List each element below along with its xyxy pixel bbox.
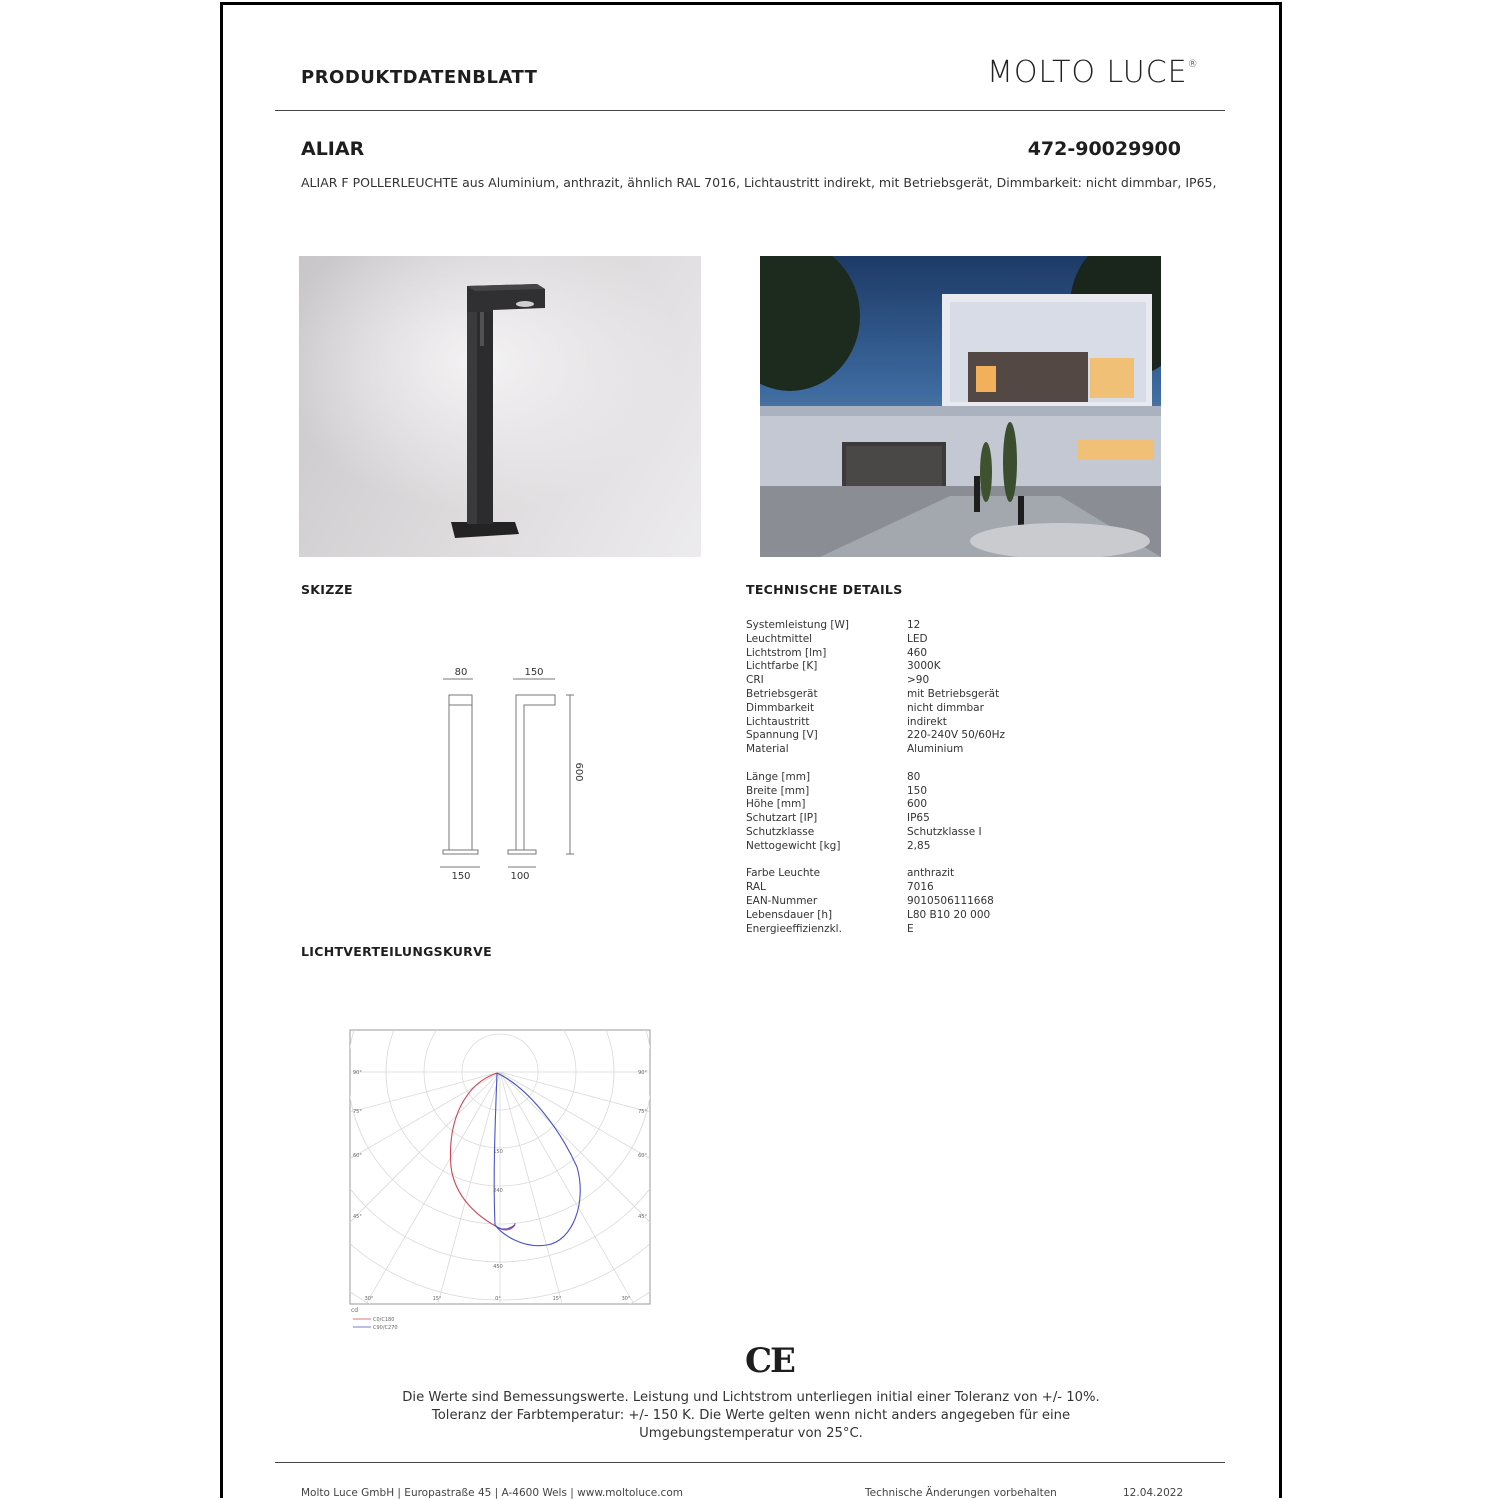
tech-row <box>746 881 1107 895</box>
tech-value: anthrazit <box>907 867 955 880</box>
tech-row <box>746 826 1107 840</box>
ldc-angle-label-right: 90° <box>638 1070 647 1076</box>
tech-value: LED <box>907 632 928 645</box>
tech-key: EAN-Nummer <box>746 894 818 907</box>
dim-label-side-width: 150 <box>524 667 544 678</box>
tech-row <box>746 895 1107 909</box>
tech-group-gap <box>746 757 1107 771</box>
ldc-bottom-label: 30° <box>621 1296 631 1302</box>
side-view-body <box>516 695 555 850</box>
tech-key: Lebensdauer [h] <box>746 908 833 921</box>
ldc-legend-c90: C90/C270 <box>373 1325 398 1331</box>
ldc-bottom-label: 30° <box>364 1296 374 1302</box>
ldc-radial-label: 240 <box>493 1188 503 1194</box>
tech-key: Lichtfarbe [K] <box>746 660 818 673</box>
tech-value: 220-240V 50/60Hz <box>907 729 1006 742</box>
registered-mark: ® <box>1187 59 1199 70</box>
section-heading-ldc: LICHTVERTEILUNGSKURVE <box>301 944 492 959</box>
front-view-body <box>449 695 472 850</box>
tech-key: Schutzart [IP] <box>746 812 818 825</box>
tech-value: mit Betriebsgerät <box>907 687 1000 700</box>
tech-value: IP65 <box>907 812 930 825</box>
tech-row <box>746 840 1107 854</box>
tech-row <box>746 702 1107 716</box>
tech-row <box>746 674 1107 688</box>
ldc-angle-label-left: 60° <box>353 1153 362 1159</box>
dimension-sketch <box>423 660 603 890</box>
footer-company: Molto Luce GmbH | Europastraße 45 | A-4600 Wels | www.moltoluce.com <box>301 1487 683 1499</box>
tech-row <box>746 771 1107 785</box>
ambient-photo <box>760 256 1161 557</box>
side-view-base <box>508 850 536 854</box>
tech-row <box>746 716 1107 730</box>
tolerance-note <box>223 1389 1279 1443</box>
tech-key: Lichtaustritt <box>746 715 810 728</box>
section-heading-tech: TECHNISCHE DETAILS <box>746 582 903 597</box>
ce-mark: CE <box>745 1341 794 1381</box>
document-title: PRODUKTDATENBLATT <box>301 67 538 88</box>
tech-key: Nettogewicht [kg] <box>746 839 841 852</box>
product-description: ALIAR F POLLERLEUCHTE aus Aluminium, anthrazit, ähnlich RAL 7016, Lichtaustritt indirekt, mit Betriebsgerät, Dimmbarkeit: nicht dimmbar, IP65, <box>301 175 1217 190</box>
light-distribution-chart <box>347 1027 657 1335</box>
tech-group-gap <box>746 854 1107 868</box>
datasheet-page <box>220 2 1282 1498</box>
dim-label-height: 600 <box>573 762 584 782</box>
tech-value: indirekt <box>907 715 947 728</box>
tech-row <box>746 619 1107 633</box>
ldc-unit-label: cd <box>351 1307 359 1314</box>
tech-key: Leuchtmittel <box>746 632 813 645</box>
header-divider <box>275 110 1225 111</box>
note-line: Die Werte sind Bemessungswerte. Leistung und Lichtstrom unterliegen initial einer Toleranz von +/- 10%. <box>402 1390 1100 1405</box>
tech-row <box>746 688 1107 702</box>
tech-value: 460 <box>907 646 928 659</box>
ldc-radial-label: 150 <box>493 1149 503 1155</box>
tech-value: 3000K <box>907 660 941 673</box>
tech-key: Höhe [mm] <box>746 798 806 811</box>
tech-key: Lichtstrom [lm] <box>746 646 827 659</box>
dim-label-front-base: 150 <box>451 871 471 882</box>
tech-key: Schutzklasse <box>746 825 815 838</box>
dim-label-side-base: 100 <box>510 871 530 882</box>
tech-row <box>746 812 1107 826</box>
tech-value: 2,85 <box>907 839 931 852</box>
tech-key: Material <box>746 743 789 756</box>
tech-key: Energieeffizienzkl. <box>746 922 842 935</box>
ldc-bottom-label: 15° <box>552 1296 562 1302</box>
brand-logo <box>987 55 1199 90</box>
dim-label-front-width: 80 <box>454 667 468 678</box>
tech-row <box>746 909 1107 923</box>
tech-row <box>746 660 1107 674</box>
ldc-angle-label-right: 60° <box>638 1153 647 1159</box>
house-night-illustration <box>760 256 1161 557</box>
tech-row <box>746 785 1107 799</box>
footer-date: 12.04.2022 <box>1123 1487 1184 1499</box>
ldc-legend-c0: C0/C180 <box>373 1317 395 1323</box>
footer-divider <box>275 1462 1225 1463</box>
ldc-angle-label-left: 90° <box>353 1070 362 1076</box>
ldc-angle-label-right: 75° <box>638 1109 647 1115</box>
ldc-angle-label-left: 45° <box>353 1214 362 1220</box>
ldc-angle-label-left: 75° <box>353 1109 362 1115</box>
tech-row <box>746 729 1107 743</box>
tech-row <box>746 743 1107 757</box>
tech-key: Breite [mm] <box>746 784 810 797</box>
section-heading-sketch: SKIZZE <box>301 582 353 597</box>
footer-disclaimer: Technische Änderungen vorbehalten <box>865 1487 1057 1499</box>
ldc-bottom-label: 0° <box>495 1296 501 1302</box>
tech-value: Aluminium <box>907 743 964 756</box>
tech-key: Spannung [V] <box>746 729 818 742</box>
tech-row <box>746 923 1107 937</box>
tech-value: 9010506111668 <box>907 894 994 907</box>
note-line: Toleranz der Farbtemperatur: +/- 150 K. Die Werte gelten wenn nicht anders angegeben für eine <box>431 1408 1071 1423</box>
front-view-base <box>443 850 478 854</box>
tech-value: 600 <box>907 798 928 811</box>
tech-key: RAL <box>746 881 766 894</box>
tech-key: Länge [mm] <box>746 770 811 783</box>
tech-details-table <box>746 619 1107 936</box>
ldc-angle-label-right: 45° <box>638 1214 647 1220</box>
tech-value: nicht dimmbar <box>907 701 984 714</box>
note-line: Umgebungstemperatur von 25°C. <box>639 1426 863 1441</box>
tech-row <box>746 798 1107 812</box>
ldc-bottom-label: 15° <box>432 1296 442 1302</box>
tech-value: 7016 <box>907 881 934 894</box>
tech-key: Betriebsgerät <box>746 687 818 700</box>
tech-value: >90 <box>907 674 930 687</box>
logo-text: MOLTO LUCE <box>987 55 1188 90</box>
bollard-illustration <box>299 256 701 557</box>
tech-value: 12 <box>907 619 921 631</box>
tech-row <box>746 633 1107 647</box>
product-name: ALIAR <box>301 138 365 160</box>
tech-key: CRI <box>746 674 764 687</box>
tech-row <box>746 647 1107 661</box>
tech-value: 150 <box>907 784 928 797</box>
product-photo <box>299 256 701 557</box>
tech-value: Schutzklasse I <box>907 825 982 838</box>
tech-key: Dimmbarkeit <box>746 701 815 714</box>
tech-value: E <box>907 922 914 935</box>
ldc-radial-label: 450 <box>493 1264 503 1270</box>
tech-value: 80 <box>907 770 921 783</box>
product-number: 472-90029900 <box>1027 138 1181 160</box>
tech-key: Farbe Leuchte <box>746 867 821 880</box>
tech-row <box>746 867 1107 881</box>
tech-key: Systemleistung [W] <box>746 619 849 631</box>
tech-value: L80 B10 20 000 <box>907 908 991 921</box>
